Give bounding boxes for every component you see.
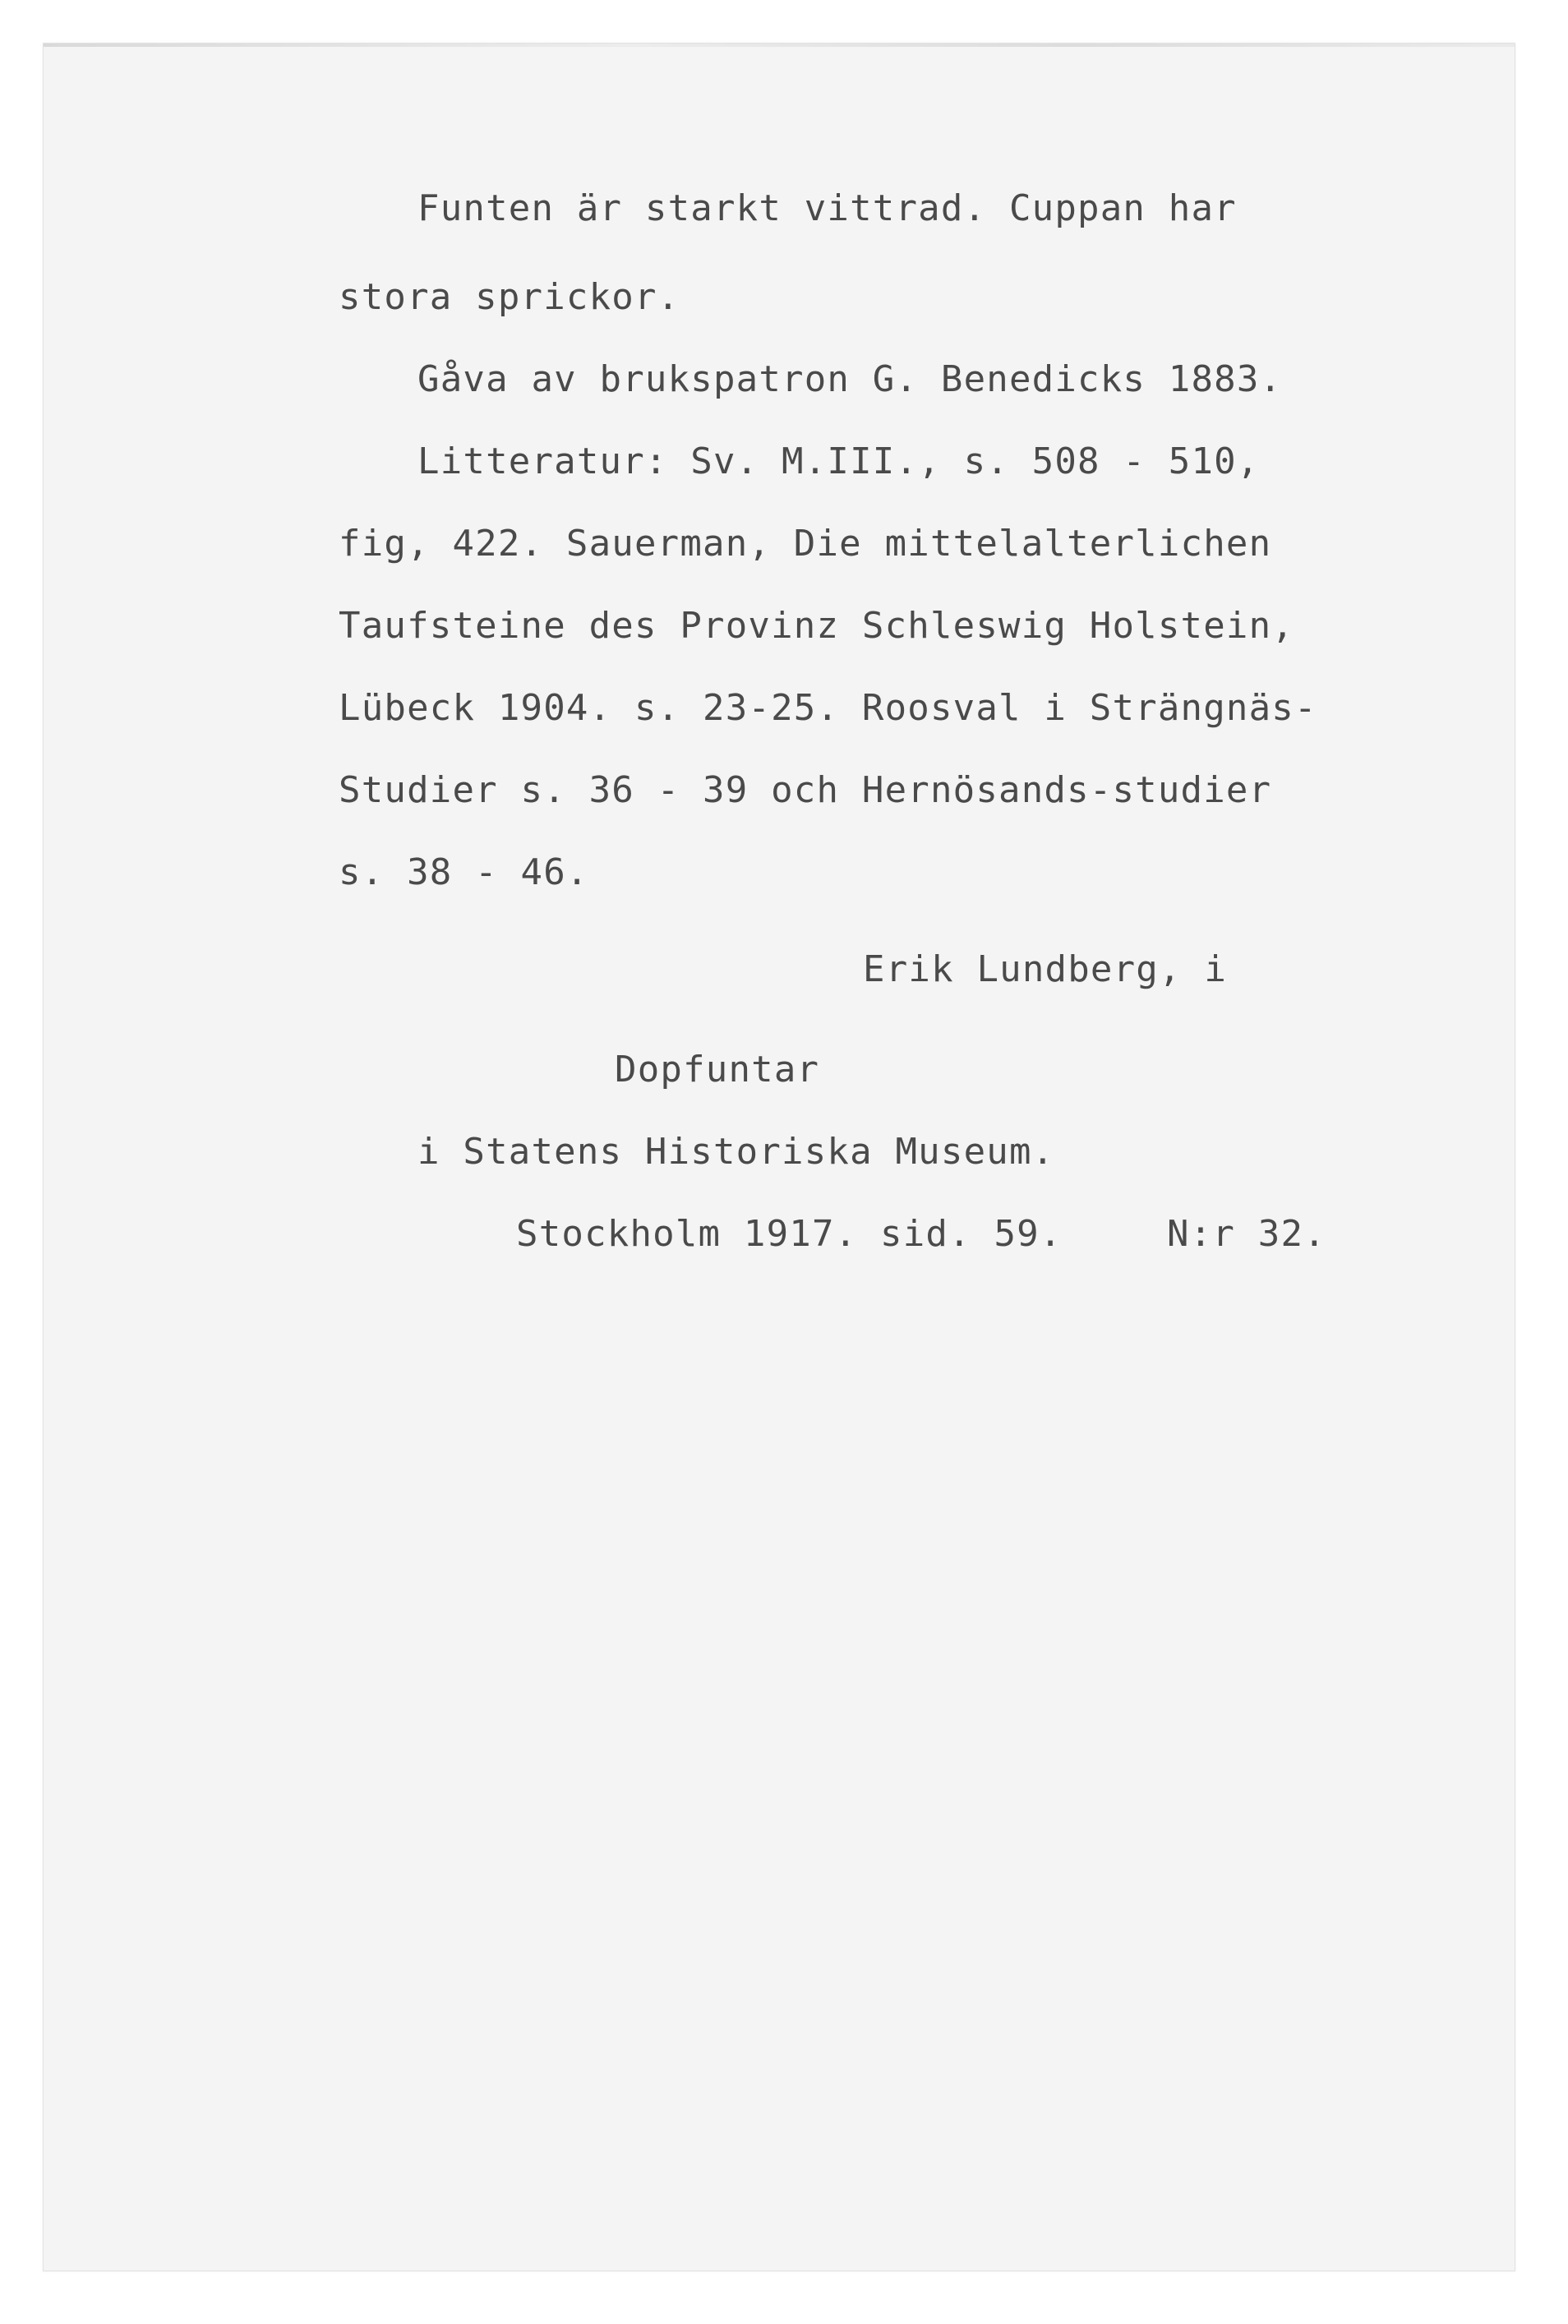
card-top-edge — [44, 44, 1515, 47]
source-number: N:r 32. — [1167, 1213, 1326, 1255]
text-line-7: Lübeck 1904. s. 23-25. Roosval i Strängnäs- — [339, 687, 1317, 729]
text-line-4: Litteratur: Sv. M.III., s. 508 - 510, — [417, 440, 1260, 482]
author-signature: Erik Lundberg, i — [863, 948, 1228, 990]
text-line-9: s. 38 - 46. — [339, 851, 589, 893]
text-line-8: Studier s. 36 - 39 och Hernösands-studier — [339, 769, 1272, 811]
text-line-5: fig, 422. Sauerman, Die mittelalterlichen — [339, 523, 1272, 565]
text-line-3: Gåva av brukspatron G. Benedicks 1883. — [417, 358, 1283, 400]
source-title: Dopfuntar — [615, 1049, 820, 1091]
source-subtitle: i Statens Historiska Museum. — [417, 1131, 1055, 1173]
text-line-6: Taufsteine des Provinz Schleswig Holstein, — [339, 605, 1294, 647]
text-line-2: stora sprickor. — [339, 276, 680, 318]
text-line-1: Funten är starkt vittrad. Cuppan har — [417, 187, 1237, 229]
source-imprint: Stockholm 1917. sid. 59. — [516, 1213, 1063, 1255]
